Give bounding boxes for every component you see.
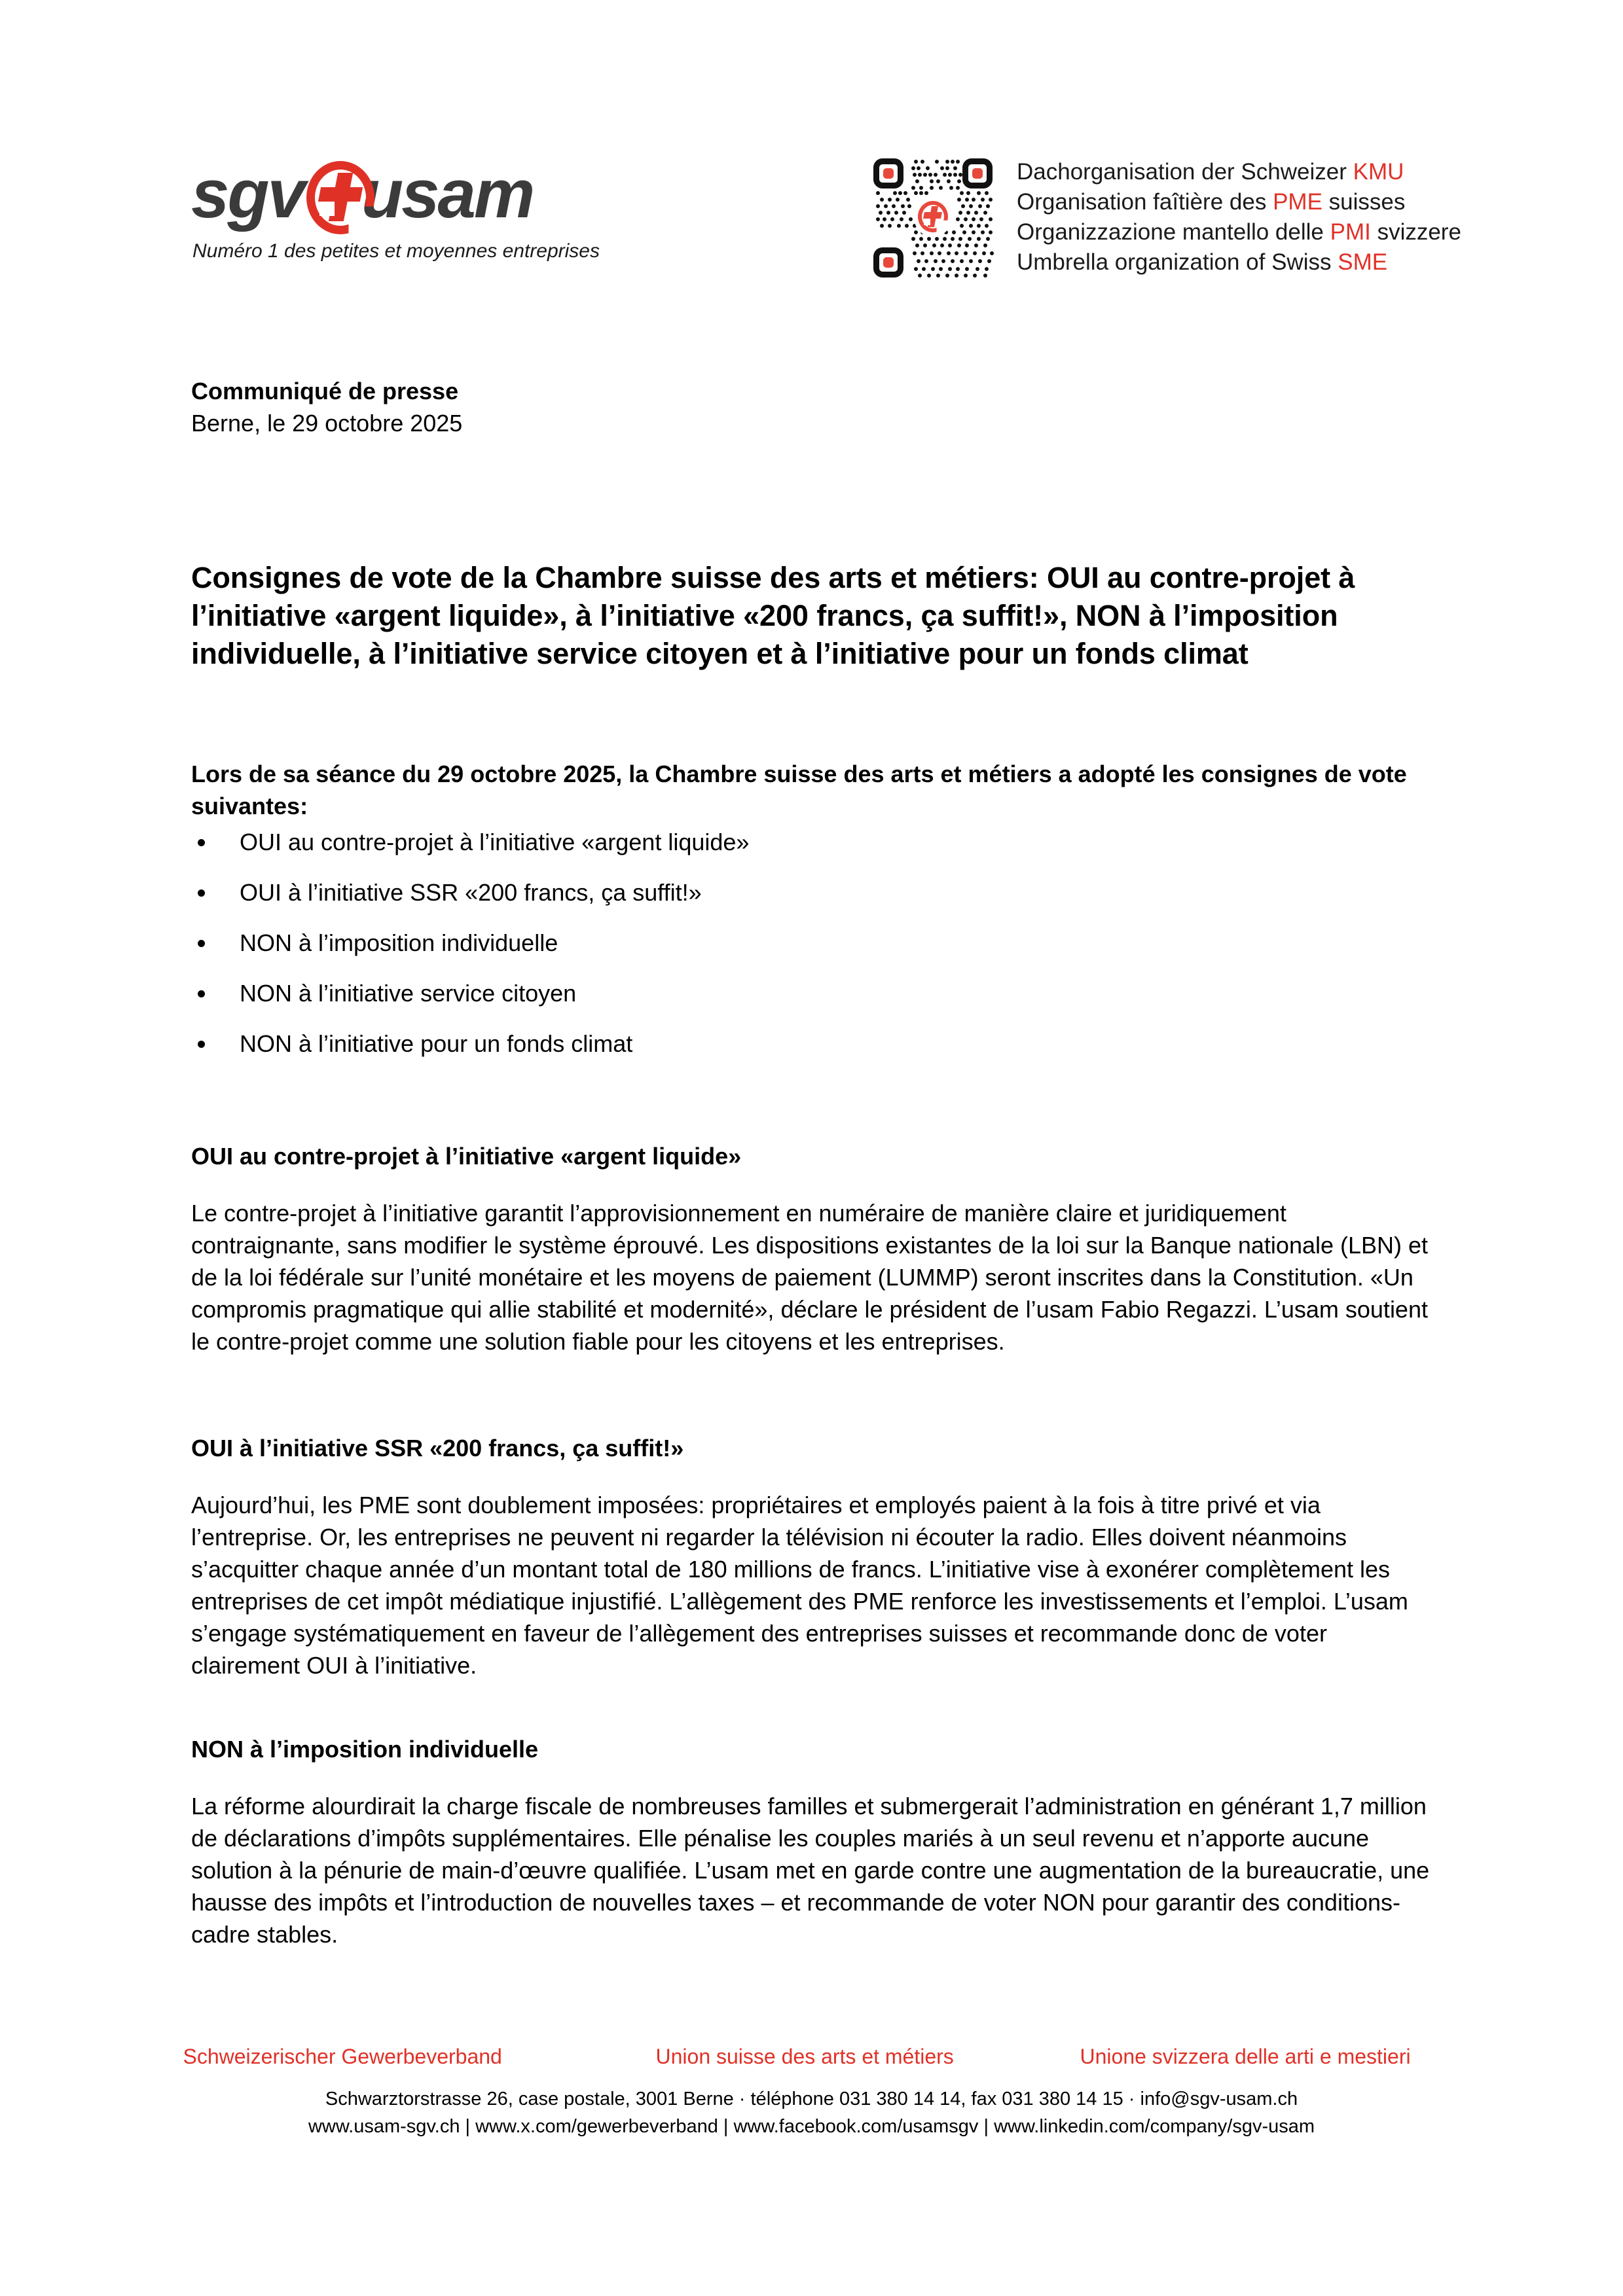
list-item-label: NON à l’initiative pour un fonds climat bbox=[240, 1030, 633, 1057]
bullet-icon bbox=[198, 839, 205, 846]
list-item-label: NON à l’imposition individuelle bbox=[240, 929, 558, 956]
footer-org-name-it: Unione svizzera delle arti e mestieri bbox=[1080, 2045, 1411, 2068]
strapline-en-text: Umbrella organization of Swiss bbox=[1017, 249, 1338, 275]
strapline-line-de bbox=[1017, 157, 1514, 187]
qr-center-logo-icon bbox=[914, 198, 952, 237]
document-type-label: Communiqué de presse bbox=[191, 378, 459, 404]
strapline-it-tail: svizzere bbox=[1370, 219, 1461, 245]
list-item-label: OUI au contre-projet à l’initiative «argent liquide» bbox=[240, 829, 750, 855]
list-item bbox=[191, 927, 1442, 959]
section-body: La réforme alourdirait la charge fiscale de nombreuses familles et submergerait l’administration en générant 1,7 million de déclarations d’impôts supplémentaires. Elle pénalise les couples mariés à un seul revenu et n’apporte aucune solution à la pénurie de main-d’œuvre qualifiée. L’usam met en garde contre une augmentation de la bureaucratie, une hausse des impôts et l’introduction de nouvelles taxes – et recommande de voter NON pour garantir des conditions-cadre stables. bbox=[191, 1793, 1430, 1948]
footer-links-line[interactable]: www.usam-sgv.ch | www.x.com/gewerbeverband | www.facebook.com/usamsgv | www.linkedin.com/company/sgv-usam bbox=[308, 2116, 1315, 2137]
list-item bbox=[191, 826, 1442, 858]
section-ssr-initiative bbox=[191, 1432, 1442, 1681]
logo-tagline: Numéro 1 des petites et moyennes entreprises bbox=[192, 240, 600, 262]
lead-paragraph: Lors de sa séance du 29 octobre 2025, la Chambre suisse des arts et métiers a adopté les consignes de vote suivantes: bbox=[191, 761, 1407, 819]
usam-wordmark bbox=[191, 152, 597, 237]
strapline-fr-tail: suisses bbox=[1322, 189, 1406, 215]
qr-finder-top-left bbox=[873, 158, 903, 188]
section-heading: OUI au contre-projet à l’initiative «argent liquide» bbox=[191, 1143, 742, 1170]
section-body: Le contre-projet à l’initiative garantit l’approvisionnement en numéraire de manière claire et juridiquement contraignante, sans modifier le système éprouvé. Les dispositions existantes de la loi sur la Banque nationale (LBN) et de la loi fédérale sur l’unité monétaire et les moyens de paiement (LUMMP) seront inscrites dans la Constitution. «Un compromis pragmatique qui allie stabilité et modernité», déclare le président de l’usam Fabio Regazzi. L’usam soutient le contre-projet comme une solution fiable pour les citoyens et les entreprises. bbox=[191, 1200, 1429, 1355]
bullet-icon bbox=[198, 1041, 205, 1048]
footer-organization-names bbox=[183, 2042, 1440, 2071]
strapline-de-text: Dachorganisation der Schweizer bbox=[1017, 159, 1353, 185]
strapline-de-highlight: KMU bbox=[1353, 159, 1404, 185]
qr-finder-bottom-left bbox=[873, 247, 903, 278]
document-header bbox=[0, 0, 1623, 308]
organization-strapline-block bbox=[873, 158, 1528, 283]
strapline-it-text: Organizzazione mantello delle bbox=[1017, 219, 1330, 245]
press-release-kicker bbox=[191, 375, 1442, 439]
section-heading: NON à l’imposition individuelle bbox=[191, 1736, 539, 1763]
list-item bbox=[191, 876, 1442, 908]
wordmark-sgv: sgv bbox=[191, 156, 304, 232]
list-item bbox=[191, 977, 1442, 1009]
page-title: Consignes de vote de la Chambre suisse des arts et métiers: OUI au contre-projet à l’initiative «argent liquide», à l’initiative «200 francs, ça suffit!», NON à l’imposition individuelle, à l’initiative service citoyen et à l’initiative pour un fonds climat bbox=[191, 561, 1355, 671]
wordmark-usam: usam bbox=[361, 156, 534, 232]
strapline-it-highlight: PMI bbox=[1330, 219, 1371, 245]
swiss-cross-emblem-icon bbox=[306, 161, 374, 234]
strapline-fr-highlight: PME bbox=[1273, 189, 1322, 215]
dateline: Berne, le 29 octobre 2025 bbox=[191, 410, 463, 437]
usam-logo bbox=[191, 152, 600, 276]
bullet-icon bbox=[198, 940, 205, 947]
section-body: Aujourd’hui, les PME sont doublement imposées: propriétaires et employés paient à la fois à titre privé et via l’entreprise. Or, les entreprises ne peuvent ni regarder la télévision ni écouter la radio. Elles doivent néanmoins s’acquitter chaque année d’un montant total de 180 millions de francs. L’initiative vise à exonérer complètement les entreprises de cet impôt médiatique injustifié. L’allègement des PME renforce les investissements et l’emploi. L’usam s’engage systématiquement en faveur de l’allègement des entreprises suisses et recommande donc de voter clairement OUI à l’initiative. bbox=[191, 1492, 1408, 1679]
document-footer bbox=[0, 2042, 1623, 2140]
footer-contact-line: Schwarztorstrasse 26, case postale, 3001 Berne · téléphone 031 380 14 14, fax 031 380 14 15 · info@sgv-usam.ch bbox=[325, 2089, 1298, 2109]
section-cash-initiative bbox=[191, 1140, 1442, 1357]
voting-recommendations-list bbox=[191, 826, 1442, 1078]
footer-org-name-fr: Union suisse des arts et métiers bbox=[655, 2045, 954, 2068]
bullet-icon bbox=[198, 990, 205, 997]
organization-strapline bbox=[1017, 157, 1514, 278]
strapline-line-fr bbox=[1017, 187, 1514, 217]
strapline-line-it bbox=[1017, 217, 1514, 247]
list-item bbox=[191, 1028, 1442, 1060]
section-individual-taxation bbox=[191, 1733, 1442, 1950]
section-heading: OUI à l’initiative SSR «200 francs, ça suffit!» bbox=[191, 1435, 684, 1462]
footer-org-name-de: Schweizerischer Gewerbeverband bbox=[183, 2045, 502, 2068]
list-item-label: OUI à l’initiative SSR «200 francs, ça suffit!» bbox=[240, 879, 702, 906]
strapline-line-en bbox=[1017, 247, 1514, 278]
qr-code-icon[interactable] bbox=[873, 158, 993, 278]
strapline-en-highlight: SME bbox=[1338, 249, 1388, 275]
bullet-icon bbox=[198, 889, 205, 897]
list-item-label: NON à l’initiative service citoyen bbox=[240, 980, 577, 1007]
qr-finder-top-right bbox=[962, 158, 993, 188]
strapline-fr-text: Organisation faîtière des bbox=[1017, 189, 1273, 215]
